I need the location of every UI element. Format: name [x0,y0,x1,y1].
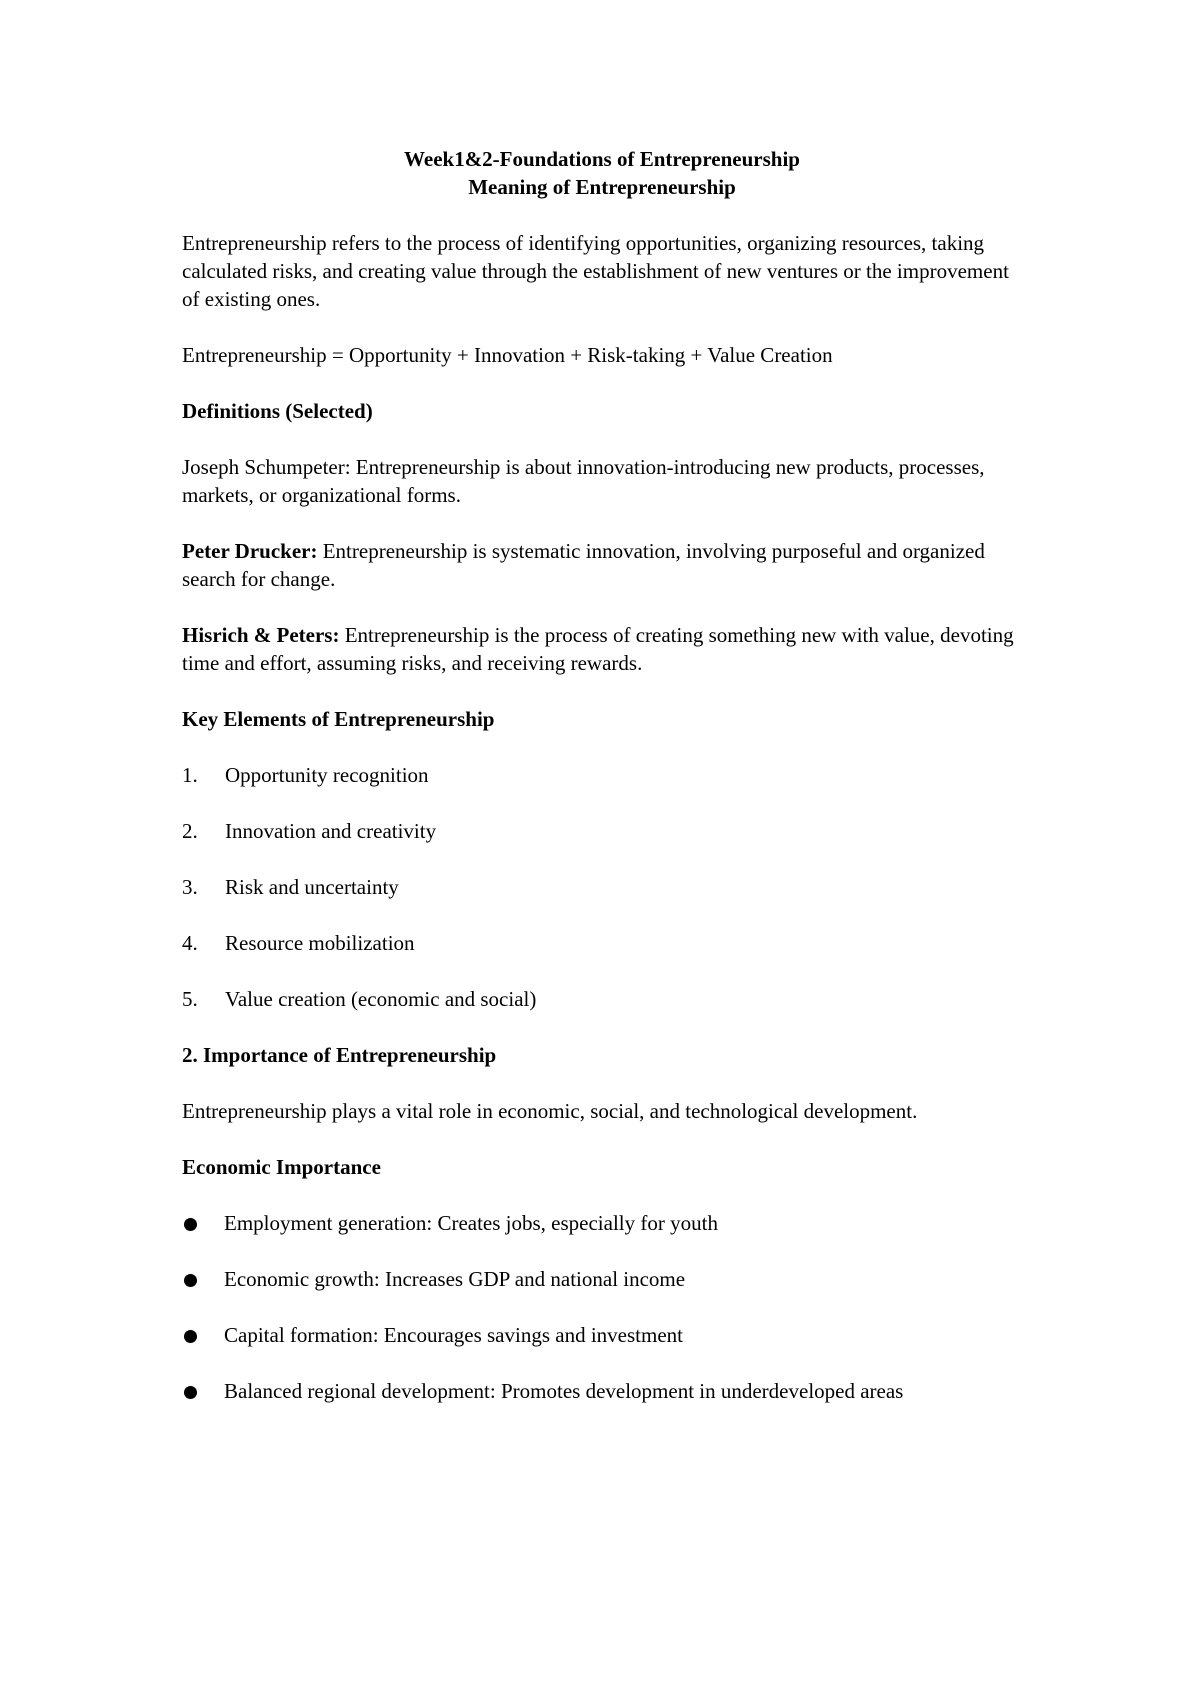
definitions-heading: Definitions (Selected) [182,399,373,423]
definition-hisrich-peters-author: Hisrich & Peters: [182,623,340,647]
bullet-icon [184,1274,197,1287]
definition-drucker-text: Entrepreneurship is systematic innovation, involving purposeful and organized search for change. [182,539,985,591]
list-item-number: 4. [182,931,198,955]
list-item [182,929,1022,957]
document-body [182,145,1022,1433]
list-item [182,817,1022,845]
bullet-item [182,1209,1022,1237]
list-item-text: Innovation and creativity [225,819,437,843]
list-item-number: 3. [182,875,198,899]
title-line-2: Meaning of Entrepreneurship [468,175,736,199]
definition-drucker [182,537,1022,593]
list-item-number: 1. [182,763,198,787]
bullet-item-text: Balanced regional development: Promotes development in underdeveloped areas [224,1379,904,1403]
definition-schumpeter [182,453,1022,509]
title-line-1: Week1&2-Foundations of Entrepreneurship [404,147,800,171]
bullet-item [182,1377,1022,1405]
list-item-text: Opportunity recognition [225,763,429,787]
intro-paragraph: Entrepreneurship refers to the process of identifying opportunities, organizing resources, taking calculated risks, and creating value through the establishment of new ventures or the improvement of existing ones. [182,231,1009,311]
bullet-item-text: Employment generation: Creates jobs, especially for youth [224,1211,718,1235]
bullet-item-text: Capital formation: Encourages savings and investment [224,1323,683,1347]
list-item-number: 2. [182,819,198,843]
definition-drucker-author: Peter Drucker: [182,539,318,563]
list-item-text: Resource mobilization [225,931,415,955]
bullet-icon [184,1330,197,1343]
definition-hisrich-peters [182,621,1022,677]
definition-schumpeter-text: Joseph Schumpeter: Entrepreneurship is about innovation-introducing new products, processes, markets, or organizational forms. [182,455,985,507]
definition-hisrich-peters-text: Entrepreneurship is the process of creating something new with value, devoting time and effort, assuming risks, and receiving rewards. [182,623,1014,675]
formula-paragraph: Entrepreneurship = Opportunity + Innovation + Risk-taking + Value Creation [182,343,833,367]
economic-importance-heading: Economic Importance [182,1155,381,1179]
list-item-number: 5. [182,987,198,1011]
document-title [182,145,1022,201]
bullet-item [182,1321,1022,1349]
key-elements-heading: Key Elements of Entrepreneurship [182,707,495,731]
list-item [182,873,1022,901]
importance-heading: 2. Importance of Entrepreneurship [182,1043,497,1067]
bullet-item [182,1265,1022,1293]
importance-paragraph: Entrepreneurship plays a vital role in economic, social, and technological development. [182,1099,918,1123]
list-item-text: Risk and uncertainty [225,875,399,899]
economic-importance-list [182,1209,1022,1405]
list-item-text: Value creation (economic and social) [225,987,537,1011]
list-item [182,761,1022,789]
bullet-item-text: Economic growth: Increases GDP and national income [224,1267,686,1291]
bullet-icon [184,1218,197,1231]
list-item [182,985,1022,1013]
bullet-icon [184,1386,197,1399]
key-elements-list [182,761,1022,1013]
